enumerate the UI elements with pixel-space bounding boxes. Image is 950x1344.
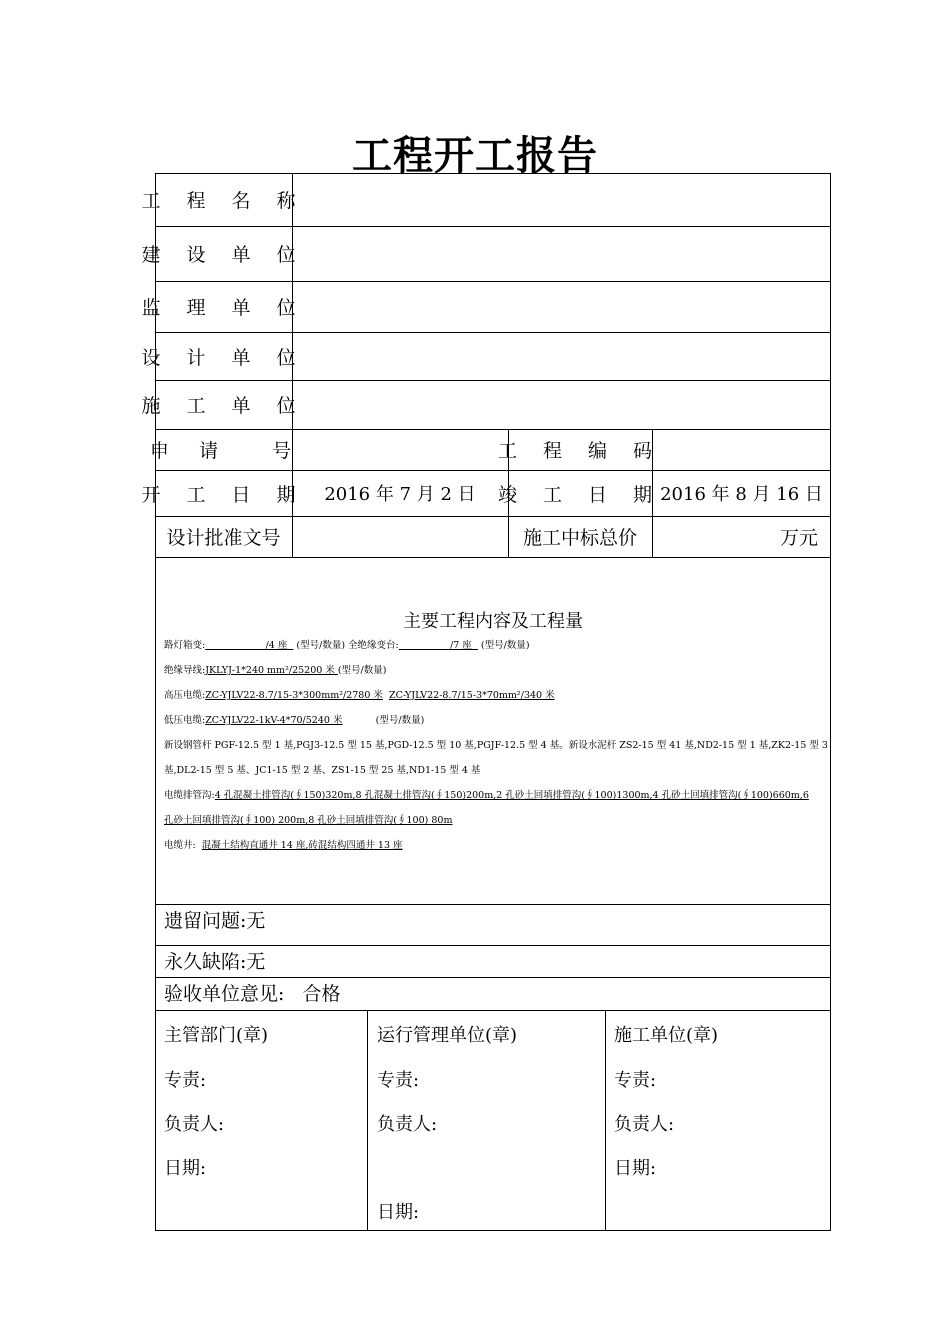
project-code-value[interactable] (652, 429, 831, 470)
signoff-col3-date: 日期: (614, 1158, 657, 1179)
apply-no-label: 申 请 号 (149, 440, 298, 462)
row-divider (155, 904, 831, 905)
builder-unit-value[interactable] (300, 380, 820, 429)
design-unit-label: 设 计 单 位 (141, 346, 306, 369)
apply-no-value[interactable] (292, 429, 508, 470)
construction-unit-label: 建 设 单 位 (141, 244, 306, 266)
bid-price-unit[interactable]: 万元 (779, 527, 818, 549)
approval-no-label: 设计批准文号 (166, 527, 281, 549)
start-date-value[interactable]: 2016 年 7 月 2 日 (324, 484, 476, 505)
content-line-streetlight: 路灯箱变: /4 座 (型号/数量) 全绝缘变台: /7 座 (型号/数量) (164, 640, 530, 651)
signoff-col2-title: 运行管理单位(章) (377, 1025, 518, 1046)
column-divider (605, 1010, 606, 1231)
signoff-col1-lead: 负责人: (164, 1114, 225, 1135)
supervision-unit-value[interactable] (300, 281, 820, 332)
signoff-col3-duty: 专责: (614, 1070, 657, 1091)
start-date-label: 开 工 日 期 (141, 483, 306, 506)
content-line-lv-cable: 低压电缆:ZC-YJLV22-1kV-4*70/5240 米 (型号/数量) (164, 715, 425, 726)
end-date-value[interactable]: 2016 年 8 月 16 日 (660, 484, 823, 505)
content-heading: 主要工程内容及工程量 (403, 611, 583, 632)
signoff-col2-duty: 专责: (377, 1070, 420, 1091)
content-line-wells: 电缆井: 混凝土结构直通井 14 座,砖混结构四通井 13 座 (164, 840, 403, 851)
acceptance-opinion: 验收单位意见: 合格 (164, 983, 341, 1005)
signoff-col3-title: 施工单位(章) (614, 1025, 719, 1046)
project-name-value[interactable] (300, 173, 820, 226)
signoff-col1-date: 日期: (164, 1158, 207, 1179)
bid-price-label: 施工中标总价 (522, 527, 637, 549)
content-line-hv-cable: 高压电缆:ZC-YJLV22-8.7/15-3*300mm²/2780 米 ZC-YJLV22-8.7/15-3*70mm²/340 米 (164, 690, 555, 701)
signoff-col2-date: 日期: (377, 1202, 420, 1223)
design-unit-value[interactable] (300, 332, 820, 380)
content-line-conductor: 绝缘导线:JKLYJ-1*240 mm²/25200 米 (型号/数量) (164, 665, 387, 676)
content-line-poles-2: 基,DL2-15 型 5 基、JC1-15 型 2 基、ZS1-15 型 25 基,ND1-15 型 4 基 (164, 765, 481, 776)
construction-unit-value[interactable] (300, 226, 820, 281)
signoff-col2-lead: 负责人: (377, 1114, 438, 1135)
content-line-duct-1: 电缆排管沟:4 孔混凝土排管沟(∮150)320m,8 孔混凝土排管沟(∮150)200m,2 孔砂土回填排管沟(∮100)1300m,4 孔砂土回填排管沟(∮100)660m,6 (164, 790, 809, 801)
signoff-col1-title: 主管部门(章) (164, 1025, 269, 1046)
row-divider (155, 945, 831, 946)
row-divider (155, 557, 831, 558)
permanent-defects: 永久缺陷:无 (164, 951, 266, 973)
approval-no-value[interactable] (292, 516, 508, 557)
builder-unit-label: 施 工 单 位 (141, 395, 306, 417)
signoff-col3-lead: 负责人: (614, 1114, 675, 1135)
document-title: 工程开工报告 (352, 133, 598, 179)
row-divider (155, 977, 831, 978)
supervision-unit-label: 监 理 单 位 (141, 297, 306, 319)
acceptance-opinion-value: 合格 (302, 983, 341, 1005)
content-line-duct-2: 孔砂土回填排管沟(∮100) 200m,8 孔砂土回填排管沟(∮100) 80m (164, 815, 453, 826)
project-code-label: 工 程 编 码 (497, 440, 663, 462)
remaining-issues: 遗留问题:无 (164, 910, 266, 932)
content-line-poles-1: 新设钢管杆 PGF-12.5 型 1 基,PGJ3-12.5 型 15 基,PGD-12.5 型 10 基,PGJF-12.5 型 4 基。新设水泥杆 ZS2-15 型 41 基,ND2-15 型 1 基,ZK2-15 型 3 (164, 740, 828, 751)
row-divider (155, 1010, 831, 1011)
signoff-col1-duty: 专责: (164, 1070, 207, 1091)
end-date-label: 竣 工 日 期 (497, 483, 663, 506)
project-name-label: 工 程 名 称 (141, 190, 306, 212)
column-divider (367, 1010, 368, 1231)
